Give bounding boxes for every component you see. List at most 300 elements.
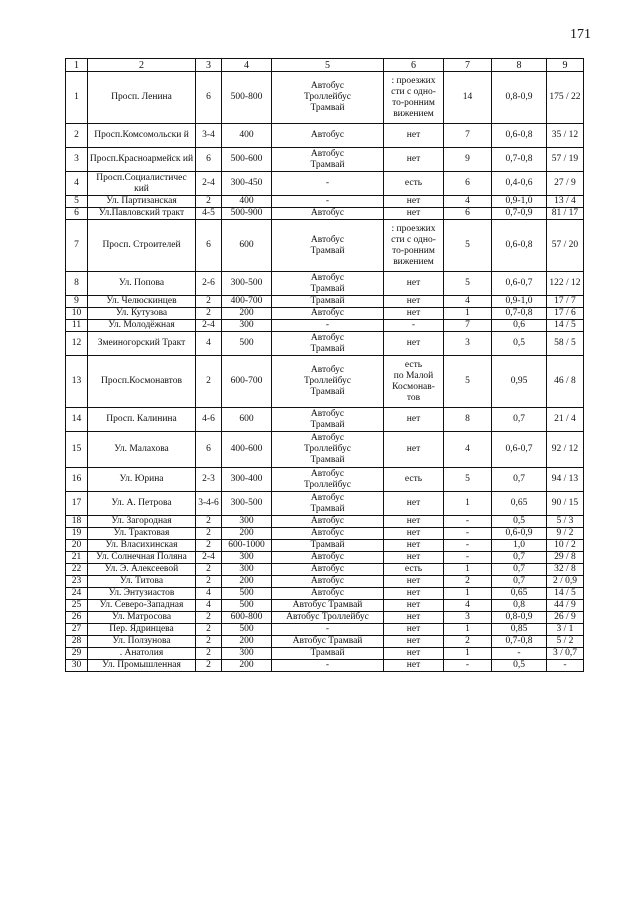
crossing-cell [384,648,444,660]
lanes-cell: 2 [196,540,222,552]
transport-cell [272,624,384,636]
table-row [66,320,584,332]
crossing-cell [384,564,444,576]
col9-cell: 3 / 0,7 [547,648,584,660]
col8-cell: 0,8-0,9 [492,612,547,624]
table-row [66,528,584,540]
crossing-cell-line: то-ронним [392,245,435,256]
crossing-cell-line: нет [406,612,421,622]
intensity-cell: 600-1000 [222,540,272,552]
transport-cell-line: Трамвай [310,387,345,397]
transport-cell-line: Автобус [310,564,345,574]
col9-cell: 57 / 19 [547,148,584,172]
transport-cell-line: Трамвай [310,540,345,550]
intensity-cell: 300-500 [222,272,272,296]
transport-cell-line: Трамвай [310,245,345,256]
col9-cell: 27 / 9 [547,172,584,196]
col9-cell: 2 / 0,9 [547,576,584,588]
col8-cell: 0,5 [492,660,547,672]
col8-cell: 0,7 [492,468,547,492]
street-name: Просп.Социалистичес кий [88,172,196,196]
col9-cell: 14 / 5 [547,320,584,332]
crossing-cell-line: нет [406,516,421,526]
col8-cell: 0,6 [492,320,547,332]
transport-cell-line: Автобус [310,576,345,586]
col8-cell: 0,8-0,9 [492,72,547,124]
col9-cell: 57 / 20 [547,220,584,272]
col-header-5: 5 [272,59,384,72]
crossing-cell [384,148,444,172]
table-row [66,356,584,408]
col8-cell: 0,4-0,6 [492,172,547,196]
row-number: 12 [66,332,88,356]
crossing-cell-line: сти с одно- [391,86,436,97]
lanes-cell: 2 [196,528,222,540]
transport-cell-line: - [325,178,330,188]
table-row [66,408,584,432]
transport-cell-line: - [325,624,330,634]
col9-cell: 21 / 4 [547,408,584,432]
col8-cell: - [492,648,547,660]
row-number: 7 [66,220,88,272]
street-name: Ул. Промышленная [88,660,196,672]
crossing-cell-line: нет [406,414,421,424]
street-name: Просп. Строителей [88,220,196,272]
col9-cell: 94 / 13 [547,468,584,492]
street-name: Пер. Ядринцева [88,624,196,636]
col7-cell: 6 [444,208,492,220]
crossing-cell-line: : проезжих [391,75,436,86]
col-header-6: 6 [384,59,444,72]
street-name: Просп. Калинина [88,408,196,432]
col7-cell: 3 [444,612,492,624]
crossing-cell-line: нет [406,296,421,306]
col9-cell: 35 / 12 [547,124,584,148]
lanes-cell: 2 [196,356,222,408]
col9-cell: 13 / 4 [547,196,584,208]
lanes-cell: 6 [196,72,222,124]
transport-cell [272,408,384,432]
col7-cell: 4 [444,600,492,612]
transport-cell [272,72,384,124]
transport-cell-line: Автобус Троллейбус [286,612,369,622]
col9-cell: 9 / 2 [547,528,584,540]
row-number: 3 [66,148,88,172]
crossing-cell-line: вижением [393,108,434,119]
table-row [66,648,584,660]
row-number: 6 [66,208,88,220]
transport-cell-line: Автобус [310,528,345,538]
intensity-cell: 500 [222,600,272,612]
intensity-cell: 400-700 [222,296,272,308]
crossing-cell-line: тов [406,392,421,403]
col9-cell: - [547,660,584,672]
transport-cell-line: Автобус Трамвай [292,636,363,646]
crossing-cell-line: нет [406,498,421,508]
col9-cell: 92 / 12 [547,432,584,468]
table-row [66,660,584,672]
col8-cell: 0,95 [492,356,547,408]
lanes-cell: 4 [196,332,222,356]
crossing-cell [384,636,444,648]
col7-cell: 7 [444,124,492,148]
lanes-cell: 2-4 [196,552,222,564]
col8-cell: 0,9-1,0 [492,296,547,308]
crossing-cell [384,468,444,492]
intensity-cell: 300 [222,564,272,576]
transport-cell [272,576,384,588]
lanes-cell: 2 [196,612,222,624]
row-number: 26 [66,612,88,624]
intensity-cell: 300-400 [222,468,272,492]
row-number: 14 [66,408,88,432]
col8-cell: 0,6-0,7 [492,432,547,468]
crossing-cell-line: нет [406,636,421,646]
transport-cell-line: Троллейбус [303,479,352,490]
street-name: Ул. Титова [88,576,196,588]
lanes-cell: 2 [196,624,222,636]
street-name: Просп.Красноармейск ий [88,148,196,172]
table-row [66,552,584,564]
crossing-cell-line: нет [406,648,421,658]
transport-cell [272,172,384,196]
col8-cell: 0,8 [492,600,547,612]
lanes-cell: 6 [196,432,222,468]
transport-cell [272,648,384,660]
col7-cell: 4 [444,296,492,308]
row-number: 23 [66,576,88,588]
row-number: 8 [66,272,88,296]
table-row [66,124,584,148]
transport-cell-line: Автобус [310,492,345,503]
col9-cell: 32 / 8 [547,564,584,576]
crossing-cell-line: нет [406,588,421,598]
street-name: Просп. Ленина [88,72,196,124]
col7-cell: - [444,540,492,552]
transport-cell [272,332,384,356]
transport-cell [272,600,384,612]
col7-cell: 5 [444,272,492,296]
crossing-cell-line: нет [406,338,421,348]
col7-cell: 1 [444,624,492,636]
crossing-cell-line: вижением [393,256,434,267]
transport-cell-line: Автобус [310,433,345,443]
col-header-1: 1 [66,59,88,72]
col9-cell: 14 / 5 [547,588,584,600]
intensity-cell: 300 [222,320,272,332]
col8-cell: 0,9-1,0 [492,196,547,208]
col8-cell: 0,5 [492,516,547,528]
intensity-cell: 500 [222,332,272,356]
header-row [66,59,584,72]
transport-cell [272,492,384,516]
transport-cell [272,272,384,296]
crossing-cell [384,612,444,624]
transport-cell-line: Трамвай [310,648,345,658]
lanes-cell: 4 [196,588,222,600]
row-number: 29 [66,648,88,660]
col8-cell: 0,65 [492,588,547,600]
transport-cell-line: Автобус [310,234,345,245]
col-header-4: 4 [222,59,272,72]
lanes-cell: 4-5 [196,208,222,220]
transport-cell [272,660,384,672]
crossing-cell [384,296,444,308]
crossing-cell [384,220,444,272]
col7-cell: 1 [444,564,492,576]
street-name: Ул. Энтузиастов [88,588,196,600]
col9-cell: 5 / 2 [547,636,584,648]
transport-cell-line: Автобус Трамвай [292,600,363,610]
intensity-cell: 500-800 [222,72,272,124]
col7-cell: 6 [444,172,492,196]
col7-cell: - [444,552,492,564]
crossing-cell-line: сти с одно- [391,234,436,245]
lanes-cell: 2 [196,564,222,576]
transport-cell [272,432,384,468]
street-name: Ул. Матросова [88,612,196,624]
crossing-cell [384,196,444,208]
crossing-cell [384,332,444,356]
row-number: 28 [66,636,88,648]
lanes-cell: 2 [196,576,222,588]
table-row [66,432,584,468]
col8-cell: 0,85 [492,624,547,636]
col9-cell: 46 / 8 [547,356,584,408]
transport-cell-line: Троллейбус [303,444,352,454]
transport-cell [272,528,384,540]
crossing-cell-line: есть [404,178,423,188]
page-number: 171 [570,27,591,42]
row-number: 21 [66,552,88,564]
table-row [66,308,584,320]
transport-cell-line: Автобус [310,130,345,140]
street-name: Ул. Партизанская [88,196,196,208]
col9-cell: 29 / 8 [547,552,584,564]
transport-cell-line: Автобус [310,408,345,419]
crossing-cell [384,432,444,468]
crossing-cell [384,408,444,432]
transport-cell-line: Автобус [310,208,345,218]
row-number: 11 [66,320,88,332]
crossing-cell [384,660,444,672]
crossing-cell-line: есть [404,564,423,574]
intensity-cell: 600 [222,220,272,272]
col7-cell: 5 [444,468,492,492]
row-number: 24 [66,588,88,600]
transport-cell [272,540,384,552]
row-number: 19 [66,528,88,540]
lanes-cell: 2 [196,196,222,208]
lanes-cell: 6 [196,220,222,272]
crossing-cell [384,356,444,408]
col8-cell: 0,7-0,8 [492,148,547,172]
transport-cell [272,564,384,576]
street-name: Ул. Трактовая [88,528,196,540]
intensity-cell: 300 [222,648,272,660]
street-name: Ул. А. Петрова [88,492,196,516]
table-row [66,516,584,528]
lanes-cell: 4-6 [196,408,222,432]
transport-cell-line: Автобус [310,552,345,562]
col9-cell: 175 / 22 [547,72,584,124]
col9-cell: 10 / 2 [547,540,584,552]
intensity-cell: 300-500 [222,492,272,516]
roads-table [65,58,584,672]
transport-cell-line: Трамвай [310,503,345,514]
street-name: Просп.Комсомольски й [88,124,196,148]
col7-cell: 5 [444,220,492,272]
row-number: 17 [66,492,88,516]
street-name: Ул. Юрина [88,468,196,492]
crossing-cell-line: нет [406,624,421,634]
transport-cell-line: Автобус [310,365,345,375]
crossing-cell-line: нет [406,208,421,218]
transport-cell [272,612,384,624]
table-row [66,148,584,172]
crossing-cell [384,72,444,124]
col8-cell: 0,7 [492,552,547,564]
crossing-cell [384,624,444,636]
crossing-cell [384,576,444,588]
col8-cell: 0,7 [492,576,547,588]
table-row [66,272,584,296]
col-header-2: 2 [88,59,196,72]
col-header-8: 8 [492,59,547,72]
transport-cell-line: Трамвай [310,419,345,430]
crossing-cell [384,528,444,540]
crossing-cell-line: нет [406,196,421,206]
crossing-cell [384,320,444,332]
table-row [66,600,584,612]
intensity-cell: 200 [222,308,272,320]
transport-cell [272,308,384,320]
col7-cell: 1 [444,648,492,660]
col9-cell: 44 / 9 [547,600,584,612]
table-row [66,540,584,552]
row-number: 15 [66,432,88,468]
col8-cell: 0,65 [492,492,547,516]
crossing-cell-line: нет [406,308,421,318]
lanes-cell: 2 [196,660,222,672]
col7-cell: 7 [444,320,492,332]
crossing-cell [384,600,444,612]
lanes-cell: 2-6 [196,272,222,296]
transport-cell-line: Автобус [310,332,345,343]
row-number: 13 [66,356,88,408]
crossing-cell [384,208,444,220]
crossing-cell [384,552,444,564]
street-name: Ул. Ползунова [88,636,196,648]
lanes-cell: 2 [196,636,222,648]
lanes-cell: 2 [196,648,222,660]
col9-cell: 90 / 15 [547,492,584,516]
table-row [66,332,584,356]
crossing-cell [384,308,444,320]
transport-cell [272,124,384,148]
col7-cell: 2 [444,636,492,648]
intensity-cell: 500-600 [222,148,272,172]
crossing-cell-line: - [411,320,416,330]
col7-cell: 4 [444,196,492,208]
table-row [66,72,584,124]
col8-cell: 0,7-0,9 [492,208,547,220]
transport-cell [272,356,384,408]
col8-cell: 0,6-0,8 [492,124,547,148]
transport-cell-line: Автобус [310,81,345,91]
intensity-cell: 400-600 [222,432,272,468]
crossing-cell-line: по Малой [393,370,434,381]
crossing-cell [384,540,444,552]
col7-cell: 14 [444,72,492,124]
transport-cell [272,296,384,308]
transport-cell-line: Автобус [310,468,345,479]
col7-cell: - [444,516,492,528]
crossing-cell-line: : проезжих [391,223,436,234]
street-name: . Анатолия [88,648,196,660]
table-row [66,564,584,576]
row-number: 9 [66,296,88,308]
crossing-cell [384,492,444,516]
intensity-cell: 300 [222,552,272,564]
crossing-cell-line: нет [406,600,421,610]
col8-cell: 0,5 [492,332,547,356]
intensity-cell: 500 [222,624,272,636]
table-row [66,172,584,196]
intensity-cell: 200 [222,528,272,540]
crossing-cell-line: есть [404,359,423,370]
transport-cell-line: - [325,196,330,206]
lanes-cell: 3-4 [196,124,222,148]
col8-cell: 0,7 [492,408,547,432]
col8-cell: 1,0 [492,540,547,552]
street-name: Ул. Власихинская [88,540,196,552]
row-number: 25 [66,600,88,612]
col-header-7: 7 [444,59,492,72]
transport-cell [272,588,384,600]
col7-cell: 5 [444,356,492,408]
col8-cell: 0,7-0,8 [492,636,547,648]
crossing-cell-line: нет [406,154,421,164]
col9-cell: 17 / 7 [547,296,584,308]
transport-cell [272,552,384,564]
crossing-cell [384,588,444,600]
col9-cell: 3 / 1 [547,624,584,636]
street-name: Ул.Павловский тракт [88,208,196,220]
col7-cell: - [444,660,492,672]
table-row [66,612,584,624]
col9-cell: 5 / 3 [547,516,584,528]
street-name: Ул. Северо-Западная [88,600,196,612]
table-row [66,624,584,636]
intensity-cell: 500-900 [222,208,272,220]
crossing-cell-line: нет [406,130,421,140]
col9-cell: 58 / 5 [547,332,584,356]
street-name: Ул. Челюскинцев [88,296,196,308]
lanes-cell: 3-4-6 [196,492,222,516]
intensity-cell: 200 [222,660,272,672]
col8-cell: 0,7-0,8 [492,308,547,320]
transport-cell-line: Трамвай [310,283,345,294]
col9-cell: 17 / 6 [547,308,584,320]
lanes-cell: 6 [196,148,222,172]
transport-cell [272,220,384,272]
table-row [66,468,584,492]
table-row [66,588,584,600]
col7-cell: 1 [444,492,492,516]
row-number: 22 [66,564,88,576]
transport-cell [272,148,384,172]
